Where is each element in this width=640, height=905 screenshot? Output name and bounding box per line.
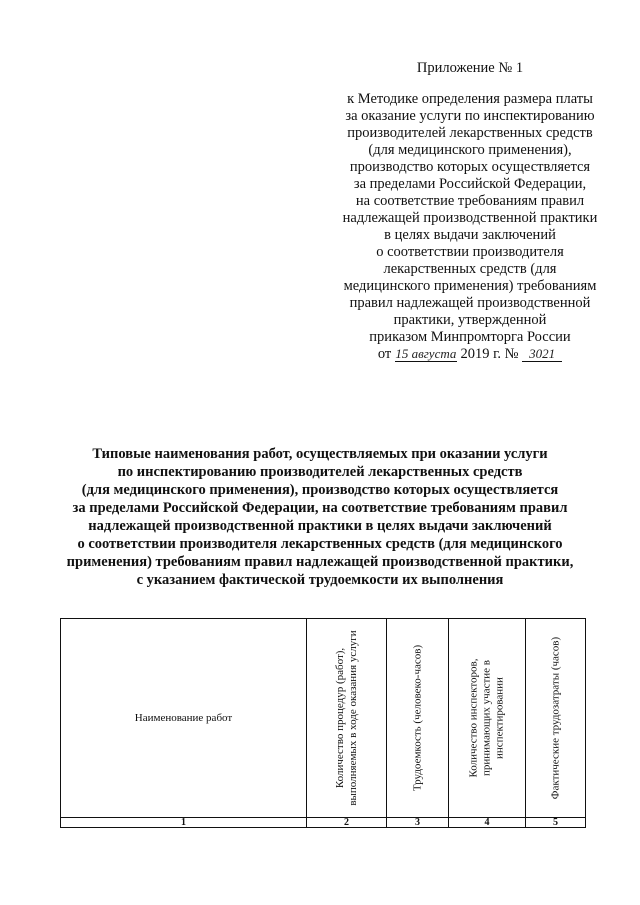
header-procedures-count [307,619,387,818]
appendix-line: медицинского применения) требованиям [343,278,597,294]
appendix-line: о соответствии производителя [376,244,564,260]
header-labor-intensity [387,619,449,818]
table-header-row [61,619,586,818]
appendix-line: к Методике определения размера платы [347,91,593,107]
order-date-handwritten: 15 августа [395,346,457,361]
column-number: 5 [526,818,586,828]
heading-line: Типовые наименования работ, осуществляемых при оказании услуги [92,446,548,462]
appendix-line: практики, утвержденной [393,312,547,328]
order-year: 2019 г. № [460,346,519,362]
column-number: 3 [387,818,449,828]
column-number-row [61,818,586,828]
appendix-line: надлежащей производственной практики [342,210,598,226]
appendix-block [300,60,640,363]
heading-line: надлежащей производственной практики в целях выдачи заключений [88,518,552,534]
heading-line: с указанием фактической трудоемкости их выполнения [136,572,504,588]
works-table [60,618,586,828]
header-inspectors-count [449,619,526,818]
header-inspectors-count-text: Количество инспекторов, принимающих участие в инспектировании [467,658,506,778]
appendix-line: за оказание услуги по инспектированию [345,108,595,124]
heading-line: применения) требованиям правил надлежащей производственной практики, [66,554,574,570]
heading-line: за пределами Российской Федерации, на соответствие требованиям правил [72,500,568,516]
order-reference [300,346,640,363]
appendix-line: на соответствие требованиям правил [355,193,585,209]
appendix-line: (для медицинского применения), [368,142,572,158]
appendix-line: производство которых осуществляется [349,159,591,175]
heading-line: (для медицинского применения), производство которых осуществляется [81,482,559,498]
appendix-line: за пределами Российской Федерации, [353,176,587,192]
header-work-name: Наименование работ [61,619,307,818]
appendix-line: в целях выдачи заключений [384,227,556,243]
header-actual-hours-text: Фактические трудозатраты (часов) [549,636,561,800]
column-number: 2 [307,818,387,828]
column-number: 4 [449,818,526,828]
appendix-line: приказом Минпромторга России [369,329,571,345]
appendix-line: производителей лекарственных средств [347,125,593,141]
header-procedures-count-text: Количество процедур (работ), выполняемых в ходе оказания услуги [333,630,359,806]
header-actual-hours [526,619,586,818]
order-number-handwritten: 3021 [522,347,562,362]
appendix-line: лекарственных средств (для [383,261,557,277]
appendix-line: правил надлежащей производственной [349,295,591,311]
order-prefix: от [377,346,392,362]
heading-line: о соответствии производителя лекарственных средств (для медицинского [77,536,563,552]
appendix-title: Приложение № 1 [416,60,524,76]
document-heading [60,445,580,589]
heading-line: по инспектированию производителей лекарственных средств [117,464,523,480]
column-number: 1 [61,818,307,828]
header-labor-intensity-text: Трудоемкость (человеко-часов) [411,644,423,792]
